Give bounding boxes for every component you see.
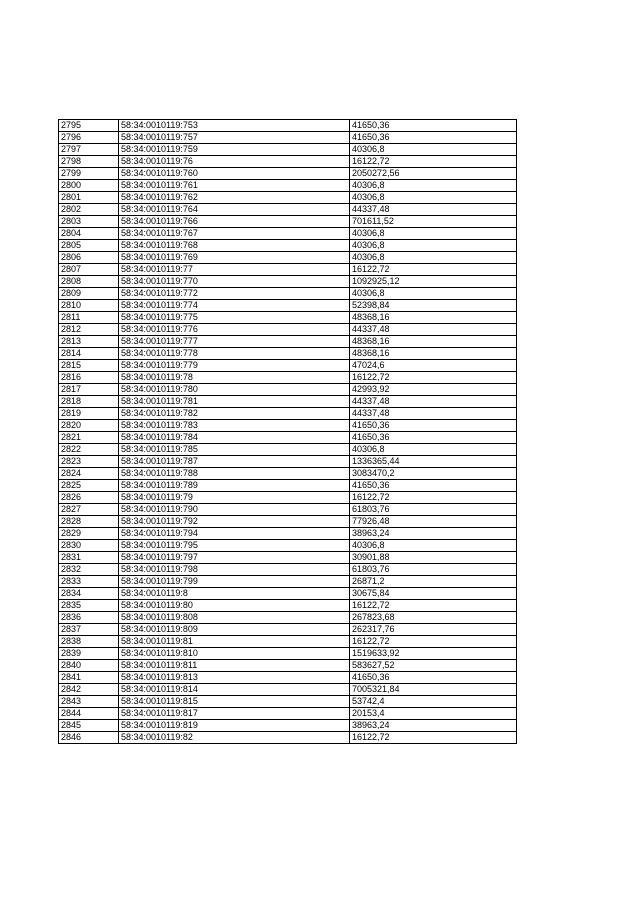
cadastral-number-cell: 58:34:0010119:761	[119, 180, 350, 192]
table-row	[59, 264, 517, 276]
cadastral-number-cell: 58:34:0010119:762	[119, 192, 350, 204]
row-number-cell: 2821	[59, 432, 119, 444]
cadastral-number-cell: 58:34:0010119:753	[119, 120, 350, 132]
cadastral-number-cell: 58:34:0010119:764	[119, 204, 350, 216]
row-number-cell: 2834	[59, 588, 119, 600]
cadastral-number-cell: 58:34:0010119:776	[119, 324, 350, 336]
table-row	[59, 168, 517, 180]
cadastral-number-cell: 58:34:0010119:775	[119, 312, 350, 324]
cadastral-number-cell: 58:34:0010119:79	[119, 492, 350, 504]
table-row	[59, 156, 517, 168]
value-cell: 40306,8	[350, 444, 517, 456]
table-row	[59, 480, 517, 492]
cadastral-number-cell: 58:34:0010119:809	[119, 624, 350, 636]
table-row	[59, 720, 517, 732]
cadastral-number-cell: 58:34:0010119:768	[119, 240, 350, 252]
table-body	[59, 120, 517, 744]
table-row	[59, 684, 517, 696]
value-cell: 3083470,2	[350, 468, 517, 480]
table-row	[59, 216, 517, 228]
cadastral-number-cell: 58:34:0010119:82	[119, 732, 350, 744]
cadastral-number-cell: 58:34:0010119:757	[119, 132, 350, 144]
value-cell: 1092925,12	[350, 276, 517, 288]
cadastral-number-cell: 58:34:0010119:819	[119, 720, 350, 732]
table-row	[59, 540, 517, 552]
value-cell: 20153,4	[350, 708, 517, 720]
row-number-cell: 2797	[59, 144, 119, 156]
table-row	[59, 372, 517, 384]
table-row	[59, 588, 517, 600]
row-number-cell: 2811	[59, 312, 119, 324]
cadastral-number-cell: 58:34:0010119:817	[119, 708, 350, 720]
table-row	[59, 228, 517, 240]
row-number-cell: 2813	[59, 336, 119, 348]
table-row	[59, 204, 517, 216]
row-number-cell: 2836	[59, 612, 119, 624]
cadastral-number-cell: 58:34:0010119:795	[119, 540, 350, 552]
cadastral-number-cell: 58:34:0010119:814	[119, 684, 350, 696]
row-number-cell: 2845	[59, 720, 119, 732]
row-number-cell: 2844	[59, 708, 119, 720]
value-cell: 44337,48	[350, 396, 517, 408]
value-cell: 40306,8	[350, 252, 517, 264]
value-cell: 48368,16	[350, 312, 517, 324]
cadastral-number-cell: 58:34:0010119:78	[119, 372, 350, 384]
table-row	[59, 660, 517, 672]
cadastral-number-cell: 58:34:0010119:772	[119, 288, 350, 300]
value-cell: 40306,8	[350, 540, 517, 552]
row-number-cell: 2820	[59, 420, 119, 432]
row-number-cell: 2827	[59, 504, 119, 516]
table-row	[59, 468, 517, 480]
cadastral-number-cell: 58:34:0010119:760	[119, 168, 350, 180]
value-cell: 16122,72	[350, 636, 517, 648]
table-row	[59, 732, 517, 744]
value-cell: 41650,36	[350, 420, 517, 432]
value-cell: 40306,8	[350, 240, 517, 252]
row-number-cell: 2829	[59, 528, 119, 540]
row-number-cell: 2803	[59, 216, 119, 228]
cadastral-number-cell: 58:34:0010119:774	[119, 300, 350, 312]
table-row	[59, 276, 517, 288]
row-number-cell: 2837	[59, 624, 119, 636]
cadastral-number-cell: 58:34:0010119:777	[119, 336, 350, 348]
table-row	[59, 348, 517, 360]
row-number-cell: 2826	[59, 492, 119, 504]
value-cell: 16122,72	[350, 156, 517, 168]
cadastral-number-cell: 58:34:0010119:769	[119, 252, 350, 264]
cadastral-number-cell: 58:34:0010119:767	[119, 228, 350, 240]
value-cell: 47024,6	[350, 360, 517, 372]
cadastral-number-cell: 58:34:0010119:781	[119, 396, 350, 408]
table-row	[59, 492, 517, 504]
row-number-cell: 2796	[59, 132, 119, 144]
row-number-cell: 2818	[59, 396, 119, 408]
value-cell: 40306,8	[350, 192, 517, 204]
value-cell: 41650,36	[350, 132, 517, 144]
cadastral-number-cell: 58:34:0010119:811	[119, 660, 350, 672]
table-row	[59, 288, 517, 300]
table-row	[59, 504, 517, 516]
cadastral-number-cell: 58:34:0010119:780	[119, 384, 350, 396]
row-number-cell: 2843	[59, 696, 119, 708]
row-number-cell: 2812	[59, 324, 119, 336]
value-cell: 41650,36	[350, 432, 517, 444]
table-row	[59, 384, 517, 396]
value-cell: 16122,72	[350, 492, 517, 504]
cadastral-number-cell: 58:34:0010119:80	[119, 600, 350, 612]
table-row	[59, 432, 517, 444]
table-row	[59, 120, 517, 132]
value-cell: 40306,8	[350, 144, 517, 156]
value-cell: 26871,2	[350, 576, 517, 588]
cadastral-number-cell: 58:34:0010119:790	[119, 504, 350, 516]
table-row	[59, 312, 517, 324]
value-cell: 61803,76	[350, 564, 517, 576]
row-number-cell: 2817	[59, 384, 119, 396]
table-row	[59, 648, 517, 660]
row-number-cell: 2823	[59, 456, 119, 468]
row-number-cell: 2798	[59, 156, 119, 168]
value-cell: 48368,16	[350, 348, 517, 360]
row-number-cell: 2814	[59, 348, 119, 360]
cadastral-number-cell: 58:34:0010119:792	[119, 516, 350, 528]
table-row	[59, 132, 517, 144]
cadastral-number-cell: 58:34:0010119:76	[119, 156, 350, 168]
row-number-cell: 2831	[59, 552, 119, 564]
row-number-cell: 2807	[59, 264, 119, 276]
value-cell: 44337,48	[350, 204, 517, 216]
table-row	[59, 528, 517, 540]
cadastral-number-cell: 58:34:0010119:784	[119, 432, 350, 444]
row-number-cell: 2846	[59, 732, 119, 744]
table-row	[59, 252, 517, 264]
table-row	[59, 456, 517, 468]
table-row	[59, 192, 517, 204]
table-row	[59, 696, 517, 708]
row-number-cell: 2799	[59, 168, 119, 180]
row-number-cell: 2830	[59, 540, 119, 552]
cadastral-number-cell: 58:34:0010119:759	[119, 144, 350, 156]
cadastral-number-cell: 58:34:0010119:789	[119, 480, 350, 492]
cadastral-number-cell: 58:34:0010119:783	[119, 420, 350, 432]
table-row	[59, 300, 517, 312]
row-number-cell: 2815	[59, 360, 119, 372]
value-cell: 262317,76	[350, 624, 517, 636]
cadastral-number-cell: 58:34:0010119:81	[119, 636, 350, 648]
row-number-cell: 2832	[59, 564, 119, 576]
row-number-cell: 2819	[59, 408, 119, 420]
row-number-cell: 2840	[59, 660, 119, 672]
cadastral-number-cell: 58:34:0010119:779	[119, 360, 350, 372]
value-cell: 16122,72	[350, 600, 517, 612]
row-number-cell: 2822	[59, 444, 119, 456]
row-number-cell: 2810	[59, 300, 119, 312]
row-number-cell: 2800	[59, 180, 119, 192]
cadastral-number-cell: 58:34:0010119:766	[119, 216, 350, 228]
row-number-cell: 2839	[59, 648, 119, 660]
value-cell: 38963,24	[350, 720, 517, 732]
table-row	[59, 360, 517, 372]
row-number-cell: 2801	[59, 192, 119, 204]
row-number-cell: 2809	[59, 288, 119, 300]
cadastral-number-cell: 58:34:0010119:785	[119, 444, 350, 456]
value-cell: 61803,76	[350, 504, 517, 516]
cadastral-number-cell: 58:34:0010119:813	[119, 672, 350, 684]
row-number-cell: 2806	[59, 252, 119, 264]
table-row	[59, 444, 517, 456]
cadastral-number-cell: 58:34:0010119:782	[119, 408, 350, 420]
value-cell: 42993,92	[350, 384, 517, 396]
value-cell: 41650,36	[350, 480, 517, 492]
table-row	[59, 144, 517, 156]
cadastral-number-cell: 58:34:0010119:77	[119, 264, 350, 276]
data-table	[58, 119, 517, 744]
value-cell: 41650,36	[350, 120, 517, 132]
value-cell: 701611,52	[350, 216, 517, 228]
value-cell: 40306,8	[350, 288, 517, 300]
value-cell: 40306,8	[350, 180, 517, 192]
row-number-cell: 2808	[59, 276, 119, 288]
row-number-cell: 2805	[59, 240, 119, 252]
value-cell: 16122,72	[350, 732, 517, 744]
table-row	[59, 180, 517, 192]
cadastral-number-cell: 58:34:0010119:798	[119, 564, 350, 576]
value-cell: 41650,36	[350, 672, 517, 684]
table-row	[59, 600, 517, 612]
value-cell: 30901,88	[350, 552, 517, 564]
row-number-cell: 2833	[59, 576, 119, 588]
table-row	[59, 552, 517, 564]
value-cell: 16122,72	[350, 372, 517, 384]
value-cell: 2050272,56	[350, 168, 517, 180]
value-cell: 1336365,44	[350, 456, 517, 468]
cadastral-number-cell: 58:34:0010119:808	[119, 612, 350, 624]
value-cell: 1519633,92	[350, 648, 517, 660]
table-row	[59, 576, 517, 588]
table-row	[59, 624, 517, 636]
table-row	[59, 396, 517, 408]
row-number-cell: 2842	[59, 684, 119, 696]
row-number-cell: 2795	[59, 120, 119, 132]
cadastral-number-cell: 58:34:0010119:787	[119, 456, 350, 468]
cadastral-number-cell: 58:34:0010119:799	[119, 576, 350, 588]
cadastral-number-cell: 58:34:0010119:770	[119, 276, 350, 288]
value-cell: 38963,24	[350, 528, 517, 540]
row-number-cell: 2824	[59, 468, 119, 480]
value-cell: 44337,48	[350, 324, 517, 336]
cadastral-number-cell: 58:34:0010119:8	[119, 588, 350, 600]
row-number-cell: 2841	[59, 672, 119, 684]
table-row	[59, 240, 517, 252]
cadastral-number-cell: 58:34:0010119:797	[119, 552, 350, 564]
row-number-cell: 2816	[59, 372, 119, 384]
cadastral-number-cell: 58:34:0010119:778	[119, 348, 350, 360]
table-row	[59, 408, 517, 420]
value-cell: 48368,16	[350, 336, 517, 348]
cadastral-number-cell: 58:34:0010119:794	[119, 528, 350, 540]
row-number-cell: 2802	[59, 204, 119, 216]
table-row	[59, 612, 517, 624]
cadastral-number-cell: 58:34:0010119:788	[119, 468, 350, 480]
table-row	[59, 516, 517, 528]
table-row	[59, 564, 517, 576]
table-row	[59, 420, 517, 432]
value-cell: 53742,4	[350, 696, 517, 708]
row-number-cell: 2804	[59, 228, 119, 240]
row-number-cell: 2838	[59, 636, 119, 648]
row-number-cell: 2828	[59, 516, 119, 528]
value-cell: 267823,68	[350, 612, 517, 624]
value-cell: 44337,48	[350, 408, 517, 420]
value-cell: 52398,84	[350, 300, 517, 312]
cadastral-number-cell: 58:34:0010119:810	[119, 648, 350, 660]
row-number-cell: 2825	[59, 480, 119, 492]
row-number-cell: 2835	[59, 600, 119, 612]
table-row	[59, 336, 517, 348]
value-cell: 30675,84	[350, 588, 517, 600]
value-cell: 77926,48	[350, 516, 517, 528]
table-row	[59, 708, 517, 720]
table-row	[59, 324, 517, 336]
table-row	[59, 636, 517, 648]
table-row	[59, 672, 517, 684]
value-cell: 7005321,84	[350, 684, 517, 696]
value-cell: 583627,52	[350, 660, 517, 672]
value-cell: 16122,72	[350, 264, 517, 276]
cadastral-number-cell: 58:34:0010119:815	[119, 696, 350, 708]
value-cell: 40306,8	[350, 228, 517, 240]
